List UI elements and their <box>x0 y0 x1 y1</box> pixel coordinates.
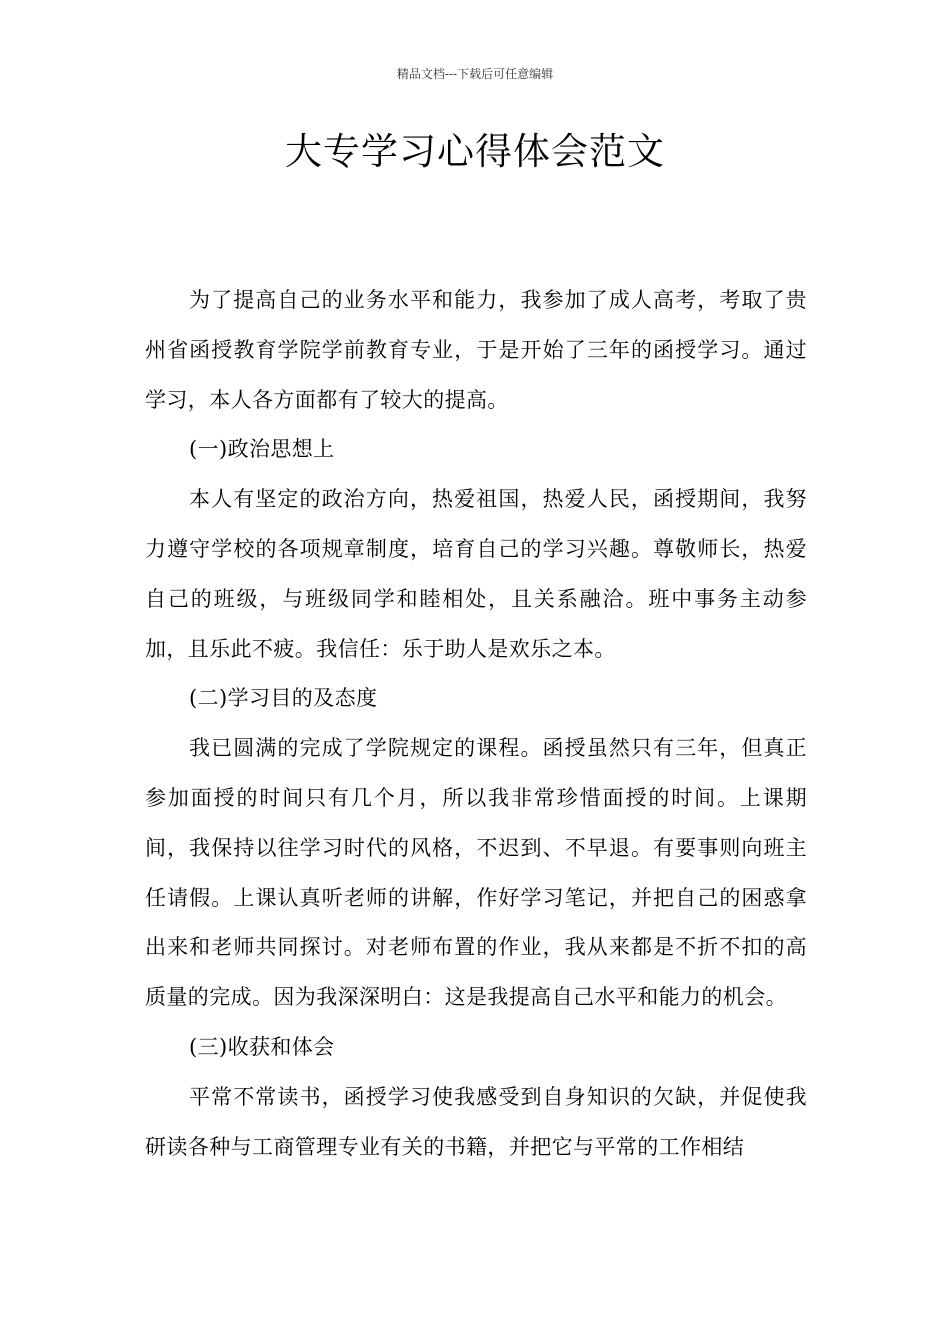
paragraph-study-attitude: 我已圆满的完成了学院规定的课程。函授虽然只有三年，但真正参加面授的时间只有几个月，所以我非常珍惜面授的时间。上课期间，我保持以往学习时代的风格，不迟到、不早退。有要事则向班主任请假。上课认真听老师的讲解，作好学习笔记，并把自己的困惑拿出来和老师共同探讨。对老师布置的作业，我从来都是不折不扣的高质量的完成。因为我深深明白：这是我提高自己水平和能力的机会。 <box>145 736 807 1010</box>
section-heading-study-attitude: (二)学习目的及态度 <box>189 686 378 711</box>
section-heading-politics: (一)政治思想上 <box>189 437 335 462</box>
document-body <box>145 276 807 1172</box>
paragraph-politics: 本人有坚定的政治方向，热爱祖国，热爱人民，函授期间，我努力遵守学校的各项规章制度，培育自己的学习兴趣。尊敬师长，热爱自己的班级，与班级同学和睦相处，且关系融洽。班中事务主动参加，且乐此不疲。我信任：乐于助人是欢乐之本。 <box>145 487 807 661</box>
document-title: 大专学习心得体会范文 <box>285 130 665 173</box>
paragraph-gains: 平常不常读书，函授学习使我感受到自身知识的欠缺，并促使我研读各种与工商管理专业有关的书籍，并把它与平常的工作相结 <box>145 1084 807 1159</box>
paragraph-intro: 为了提高自己的业务水平和能力，我参加了成人高考，考取了贵州省函授教育学院学前教育专业，于是开始了三年的函授学习。通过学习，本人各方面都有了较大的提高。 <box>145 288 807 412</box>
section-heading-gains: (三)收获和体会 <box>189 1034 335 1059</box>
header-note: 精品文档---下载后可任意编辑 <box>396 67 554 81</box>
